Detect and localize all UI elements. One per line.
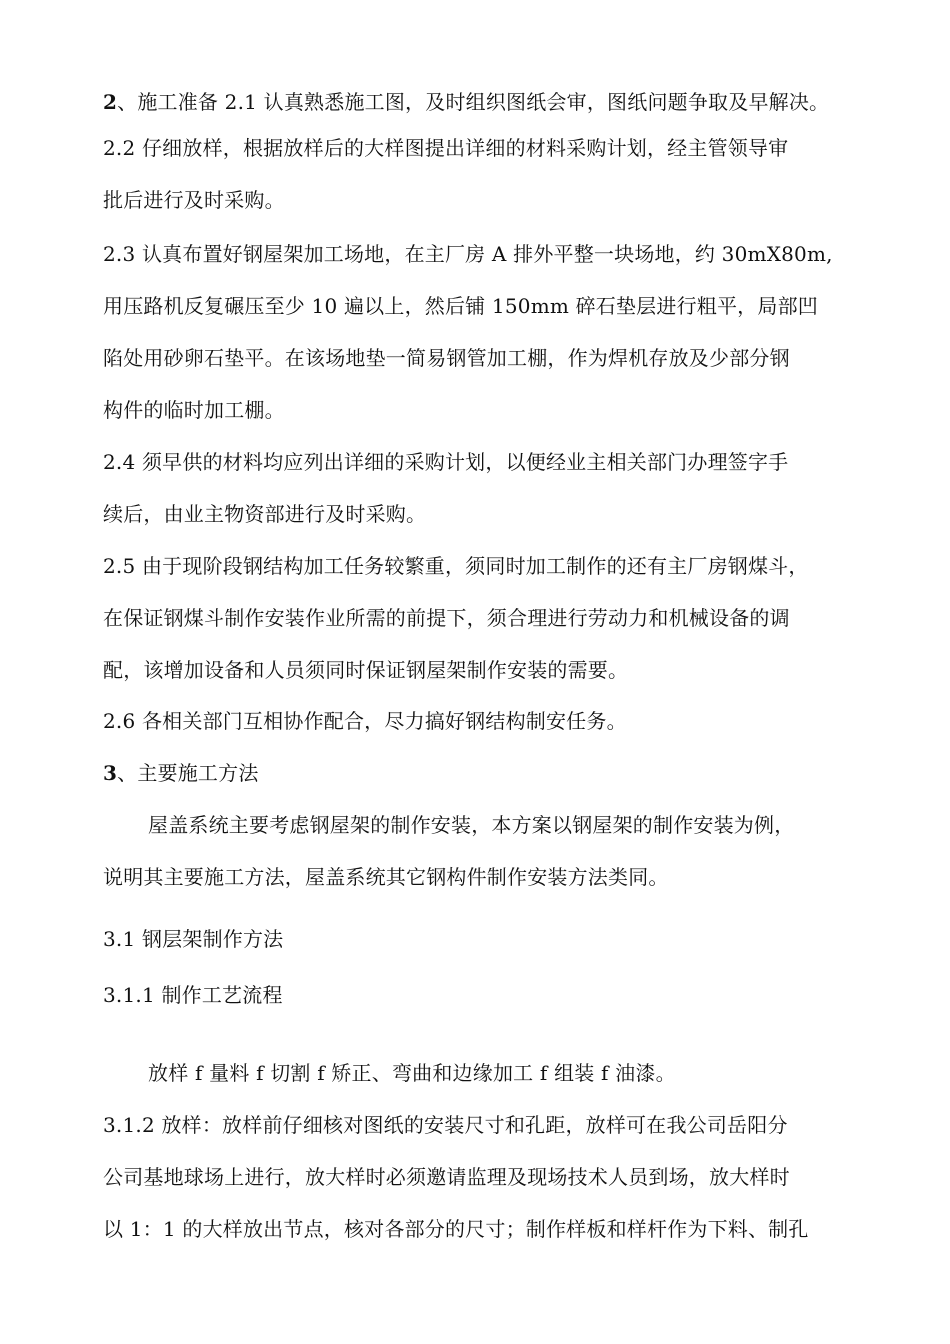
paragraph-2-5-line-3: 配，该增加设备和人员须同时保证钢屋架制作安装的需要。 (103, 658, 629, 682)
paragraph-2-6: 2.6 各相关部门互相协作配合，尽力搞好钢结构制安任务。 (103, 709, 627, 733)
paragraph-2-3-line-4: 构件的临时加工棚。 (103, 398, 285, 422)
section-text: 、主要施工方法 (117, 761, 259, 785)
paragraph-3-intro-line-2: 说明其主要施工方法，屋盖系统其它钢构件制作安装方法类同。 (103, 865, 669, 889)
paragraph-2-3-line-3: 陷处用砂卵石垫平。在该场地垫一简易钢管加工棚，作为焊机存放及少部分钢 (103, 346, 790, 370)
paragraph-2-2-line-1: 2.2 仔细放样，根据放样后的大样图提出详细的材料采购计划，经主管领导审 (103, 136, 789, 160)
paragraph-2-2-line-2: 批后进行及时采购。 (103, 188, 285, 212)
paragraph-3-1-2-line-1: 3.1.2 放样：放样前仔细核对图纸的安装尺寸和孔距，放样可在我公司岳阳分 (103, 1113, 788, 1137)
paragraph-3-1-2-line-3: 以 1：1 的大样放出节点，核对各部分的尺寸；制作样板和样杆作为下料、制孔 (103, 1217, 809, 1241)
section-3-heading (103, 759, 259, 787)
paragraph-3-intro-line-1: 屋盖系统主要考虑钢屋架的制作安装，本方案以钢屋架的制作安装为例， (148, 813, 795, 837)
section-2-heading (103, 88, 829, 116)
paragraph-3-1-2-line-2: 公司基地球场上进行，放大样时必须邀请监理及现场技术人员到场，放大样时 (103, 1165, 790, 1189)
paragraph-2-3-line-2: 用压路机反复碾压至少 10 遍以上，然后铺 150mm 碎石垫层进行粗平，局部凹 (103, 294, 818, 318)
paragraph-2-4-line-1: 2.4 须早供的材料均应列出详细的采购计划，以便经业主相关部门办理签字手 (103, 450, 789, 474)
paragraph-2-5-line-2: 在保证钢煤斗制作安装作业所需的前提下，须合理进行劳动力和机械设备的调 (103, 606, 790, 630)
section-number: 3 (103, 761, 118, 785)
paragraph-2-5-line-1: 2.5 由于现阶段钢结构加工任务较繁重，须同时加工制作的还有主厂房钢煤斗， (103, 554, 809, 578)
paragraph-2-3-line-1: 2.3 认真布置好钢屋架加工场地，在主厂房 A 排外平整一块场地，约 30mX80m, (103, 242, 833, 266)
process-flow-line: 放样 f 量料 f 切割 f 矫正、弯曲和边缘加工 f 组装 f 油漆。 (148, 1061, 676, 1085)
paragraph-2-4-line-2: 续后，由业主物资部进行及时采购。 (103, 502, 427, 526)
subsection-3-1-1-heading: 3.1.1 制作工艺流程 (103, 983, 283, 1007)
section-number: 2 (103, 90, 118, 114)
section-text: 、施工准备 2.1 认真熟悉施工图，及时组织图纸会审，图纸问题争取及早解决。 (117, 90, 830, 114)
subsection-3-1-heading: 3.1 钢层架制作方法 (103, 927, 284, 951)
